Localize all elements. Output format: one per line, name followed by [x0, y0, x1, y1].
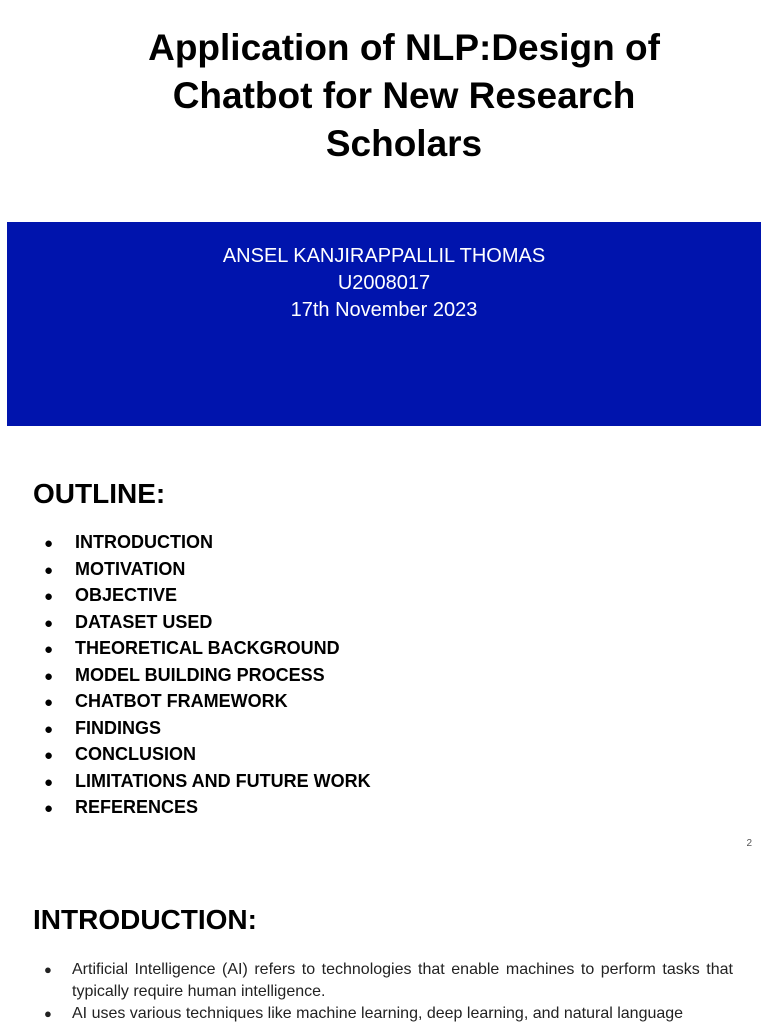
list-item — [40, 768, 371, 795]
bullet-icon: ● — [44, 561, 54, 579]
list-item — [40, 688, 371, 715]
introduction-heading: INTRODUCTION: — [33, 904, 257, 935]
bullet-icon: ● — [44, 747, 54, 764]
list-item — [40, 556, 371, 583]
bullet-text: Artificial Intelligence (AI) refers to technologies that enable machines to perform tasks that typically require human intelligence. — [72, 961, 733, 1000]
outline-list — [40, 529, 371, 821]
outline-item-label: FINDINGS — [75, 717, 162, 738]
outline-heading: OUTLINE: — [33, 478, 166, 509]
outline-item-label: CHATBOT FRAMEWORK — [75, 691, 288, 711]
title-line: Chatbot for New Research — [172, 75, 636, 116]
bullet-icon: ● — [44, 1006, 52, 1021]
bullet-icon: ● — [44, 800, 54, 817]
author-banner — [7, 222, 761, 426]
outline-item-label: DATASET USED — [75, 611, 213, 632]
outline-item-label: REFERENCES — [75, 797, 199, 817]
introduction-list — [40, 959, 733, 1024]
list-item — [40, 794, 371, 821]
title-slide — [0, 0, 768, 440]
list-item — [40, 959, 733, 1003]
bullet-icon: ● — [44, 694, 54, 711]
bullet-text: AI uses various techniques like machine learning, deep learning, and natural language — [72, 1005, 684, 1022]
list-item — [40, 609, 371, 636]
list-item — [40, 662, 371, 689]
bullet-icon: ● — [44, 773, 54, 791]
bullet-icon: ● — [44, 720, 54, 738]
bullet-icon: ● — [44, 588, 54, 605]
author-name: ANSEL KANJIRAPPALLIL THOMAS — [222, 245, 546, 267]
list-item — [40, 1003, 733, 1024]
outline-slide — [0, 440, 768, 860]
list-item — [40, 582, 371, 609]
presentation-date: 17th November 2023 — [290, 299, 478, 321]
outline-item-label: THEORETICAL BACKGROUND — [75, 638, 340, 658]
bullet-icon: ● — [44, 667, 54, 685]
page-number: 2 — [746, 838, 752, 849]
list-item — [40, 635, 371, 662]
bullet-icon: ● — [44, 641, 54, 658]
bullet-icon: ● — [44, 962, 52, 977]
introduction-slide — [0, 870, 768, 1024]
outline-item-label: MOTIVATION — [75, 558, 186, 579]
title-line: Application of NLP:Design of — [148, 27, 660, 68]
student-id: U2008017 — [337, 272, 431, 294]
bullet-icon: ● — [44, 535, 54, 552]
outline-item-label: INTRODUCTION — [75, 532, 213, 552]
presentation-title — [104, 24, 704, 168]
title-line: Scholars — [325, 123, 483, 164]
outline-item-label: CONCLUSION — [75, 744, 196, 764]
list-item — [40, 715, 371, 742]
list-item — [40, 741, 371, 768]
bullet-icon: ● — [44, 614, 54, 632]
outline-item-label: MODEL BUILDING PROCESS — [75, 664, 325, 685]
outline-item-label: LIMITATIONS AND FUTURE WORK — [75, 770, 371, 791]
list-item — [40, 529, 371, 556]
outline-item-label: OBJECTIVE — [75, 585, 178, 605]
